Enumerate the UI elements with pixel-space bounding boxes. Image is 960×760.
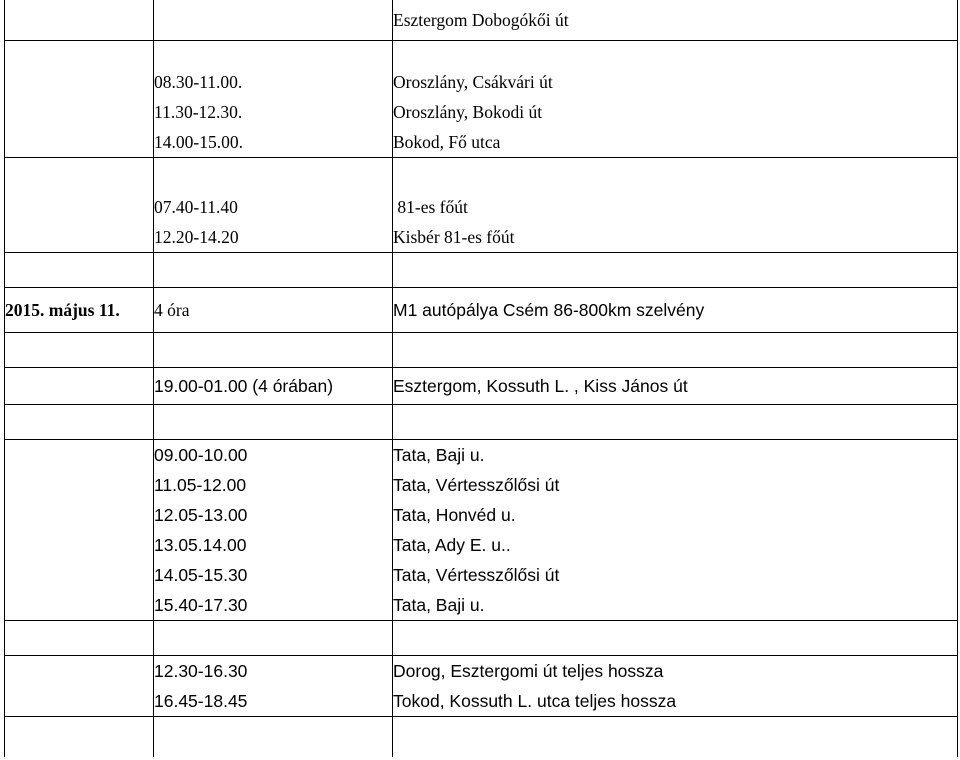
time-cell: 08.30-11.00. (154, 67, 393, 97)
place-cell: Oroszlány, Bokodi út (393, 97, 958, 127)
table-row (5, 440, 958, 471)
time-cell: 07.40-11.40 (154, 192, 393, 222)
table-row (5, 500, 958, 530)
time-cell: 11.05-12.00 (154, 470, 393, 500)
date-cell (5, 368, 154, 405)
table-row (5, 97, 958, 127)
date-cell: 2015. május 11. (5, 288, 154, 333)
date-cell (5, 440, 154, 471)
spacer-row (5, 253, 958, 288)
place-cell: Tata, Ady E. u.. (393, 530, 958, 560)
place-cell: M1 autópálya Csém 86-800km szelvény (393, 288, 958, 333)
spacer-row (5, 41, 958, 68)
table-row (5, 530, 958, 560)
time-cell: 14.05-15.30 (154, 560, 393, 590)
place-cell: Tata, Vértesszőlősi út (393, 470, 958, 500)
date-cell (5, 560, 154, 590)
time-cell: 19.00-01.00 (4 órában) (154, 368, 393, 405)
spacer-row (5, 158, 958, 193)
date-cell (5, 97, 154, 127)
date-cell (5, 590, 154, 621)
time-cell: 09.00-10.00 (154, 440, 393, 471)
date-cell (5, 67, 154, 97)
place-cell: Bokod, Fő utca (393, 127, 958, 158)
time-cell (154, 0, 393, 41)
place-cell: 81-es főút (393, 192, 958, 222)
table-row-date-header (5, 288, 958, 333)
time-cell: 16.45-18.45 (154, 686, 393, 717)
table-row (5, 560, 958, 590)
place-cell: Oroszlány, Csákvári út (393, 67, 958, 97)
table-row (5, 127, 958, 158)
place-cell: Esztergom, Kossuth L. , Kiss János út (393, 368, 958, 405)
date-cell (5, 192, 154, 222)
time-cell: 13.05.14.00 (154, 530, 393, 560)
date-cell (5, 500, 154, 530)
table-row (5, 368, 958, 405)
time-cell: 15.40-17.30 (154, 590, 393, 621)
place-cell: Esztergom Dobogókői út (393, 0, 958, 41)
date-cell (5, 656, 154, 687)
spacer-row (5, 333, 958, 368)
date-cell (5, 470, 154, 500)
place-cell: Tokod, Kossuth L. utca teljes hossza (393, 686, 958, 717)
time-cell: 12.20-14.20 (154, 222, 393, 253)
place-cell: Dorog, Esztergomi út teljes hossza (393, 656, 958, 687)
place-cell: Tata, Baji u. (393, 440, 958, 471)
time-cell: 14.00-15.00. (154, 127, 393, 158)
date-cell (5, 127, 154, 158)
place-cell: Kisbér 81-es főút (393, 222, 958, 253)
date-cell (5, 686, 154, 717)
table-row (5, 590, 958, 621)
time-cell: 11.30-12.30. (154, 97, 393, 127)
table-row (5, 67, 958, 97)
spacer-row (5, 621, 958, 656)
date-cell (5, 222, 154, 253)
spacer-row (5, 405, 958, 440)
table-row (5, 222, 958, 253)
place-cell: Tata, Honvéd u. (393, 500, 958, 530)
time-cell: 12.30-16.30 (154, 656, 393, 687)
time-cell: 4 óra (154, 288, 393, 333)
date-cell (5, 530, 154, 560)
table-row (5, 656, 958, 687)
place-cell: Tata, Vértesszőlősi út (393, 560, 958, 590)
date-cell (5, 0, 154, 41)
spacer-row (5, 717, 958, 758)
table-row (5, 192, 958, 222)
time-cell: 12.05-13.00 (154, 500, 393, 530)
table-row (5, 0, 958, 41)
place-cell: Tata, Baji u. (393, 590, 958, 621)
road-closure-schedule-table (4, 0, 958, 757)
table-row (5, 470, 958, 500)
table-row (5, 686, 958, 717)
